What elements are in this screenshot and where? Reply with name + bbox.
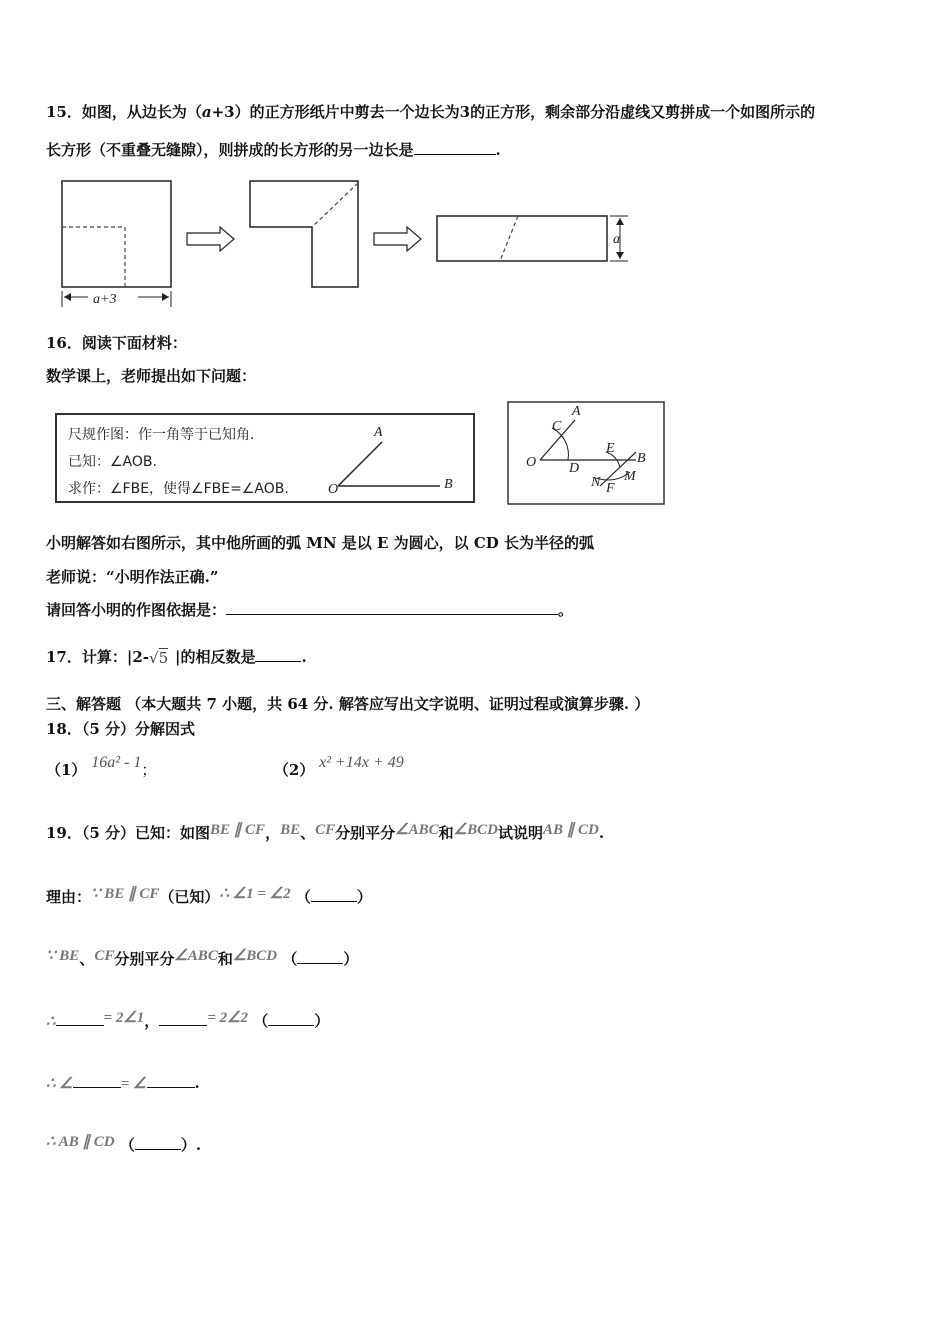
q19-reason-5: ∴ AB ∥ CD （ ）. [46,1134,202,1154]
svg-text:F: F [606,481,615,496]
answer-blank[interactable] [73,1087,121,1088]
answer-blank[interactable] [159,1025,207,1026]
q19-reason-2: ∵ BE、CF分别平分∠ABC和∠BCD （ ） [46,948,359,968]
answer-blank[interactable] [311,901,357,902]
answer-blank[interactable] [56,1025,104,1026]
svg-text:C: C [552,419,562,434]
q15-line1: 15．如图，从边长为（a+3）的正方形纸片中剪去一个边长为3的正方形，剩余部分沿虚线又剪拼成一个如图所示的 [46,103,816,121]
answer-blank[interactable] [268,1025,314,1026]
q17: 17．计算：|2- √5 |的相反数是 . [46,648,307,667]
svg-text:M: M [624,469,636,484]
width-label: a+3 [93,292,117,307]
svg-text:D: D [569,461,580,476]
svg-text:O: O [328,482,339,497]
q18-title: 18．（5 分）分解因式 [46,720,196,738]
svg-text:E: E [606,441,615,456]
height-label: a [613,232,620,247]
answer-blank[interactable] [226,614,558,615]
q16-title: 16．阅读下面材料： [46,334,187,352]
q16-figures [40,400,680,510]
q15-figure [40,175,640,315]
svg-text:求作：∠FBE，使得∠FBE=∠AOB.: 求作：∠FBE，使得∠FBE=∠AOB. [68,481,289,497]
arrow-icon [374,227,421,251]
svg-text:尺规作图：作一角等于已知角.: 尺规作图：作一角等于已知角. [68,427,255,443]
answer-blank[interactable] [297,963,343,964]
rectangle [437,216,607,261]
answer-blank[interactable] [135,1149,181,1150]
q19-stem: 19．（5 分）已知：如图BE ∥ CF，BE、CF分别平分∠ABC和∠BCD试说明AB ∥ CD. [46,822,605,842]
answer-blank[interactable] [147,1087,195,1088]
arrow-icon [187,227,234,251]
svg-text:A: A [572,404,581,419]
svg-text:B: B [444,477,453,492]
big-square [62,181,171,287]
cut-line [62,227,125,287]
q19-reason-1: 理由：∵ BE ∥ CF（已知）∴ ∠1 = ∠2 （ ） [46,886,372,906]
q16-ask: 请回答小明的作图依据是： 。 [46,601,574,619]
section3-title: 三、解答题 （本大题共 7 小题，共 64 分. 解答应写出文字说明、证明过程或演算步骤. ） [46,695,650,713]
svg-text:已知：∠AOB.: 已知：∠AOB. [68,454,157,470]
q19-reason-3: ∴ = 2∠1， = 2∠2 （ ） [46,1010,330,1030]
q19-reason-4: ∴ ∠ = ∠ . [46,1074,200,1092]
l-shape [250,181,358,287]
q18-parts: （1） 16a² - 1； （2） x² +14x + 49 [46,754,404,779]
q16-answer: 小明解答如右图所示，其中他所画的弧 MN 是以 E 为圆心，以 CD 长为半径的弧 [46,534,595,552]
answer-blank[interactable] [414,154,496,155]
svg-text:O: O [526,455,537,470]
svg-text:B: B [637,451,646,466]
svg-text:A: A [374,425,383,440]
answer-blank[interactable] [255,661,301,662]
svg-text:N: N [591,475,601,490]
q16-teacher: 老师说：“小明作法正确.” [46,568,219,586]
q16-intro: 数学课上，老师提出如下问题： [46,367,257,385]
q15-line2: 长方形（不重叠无缝隙），则拼成的长方形的另一边长是 . [46,141,501,159]
